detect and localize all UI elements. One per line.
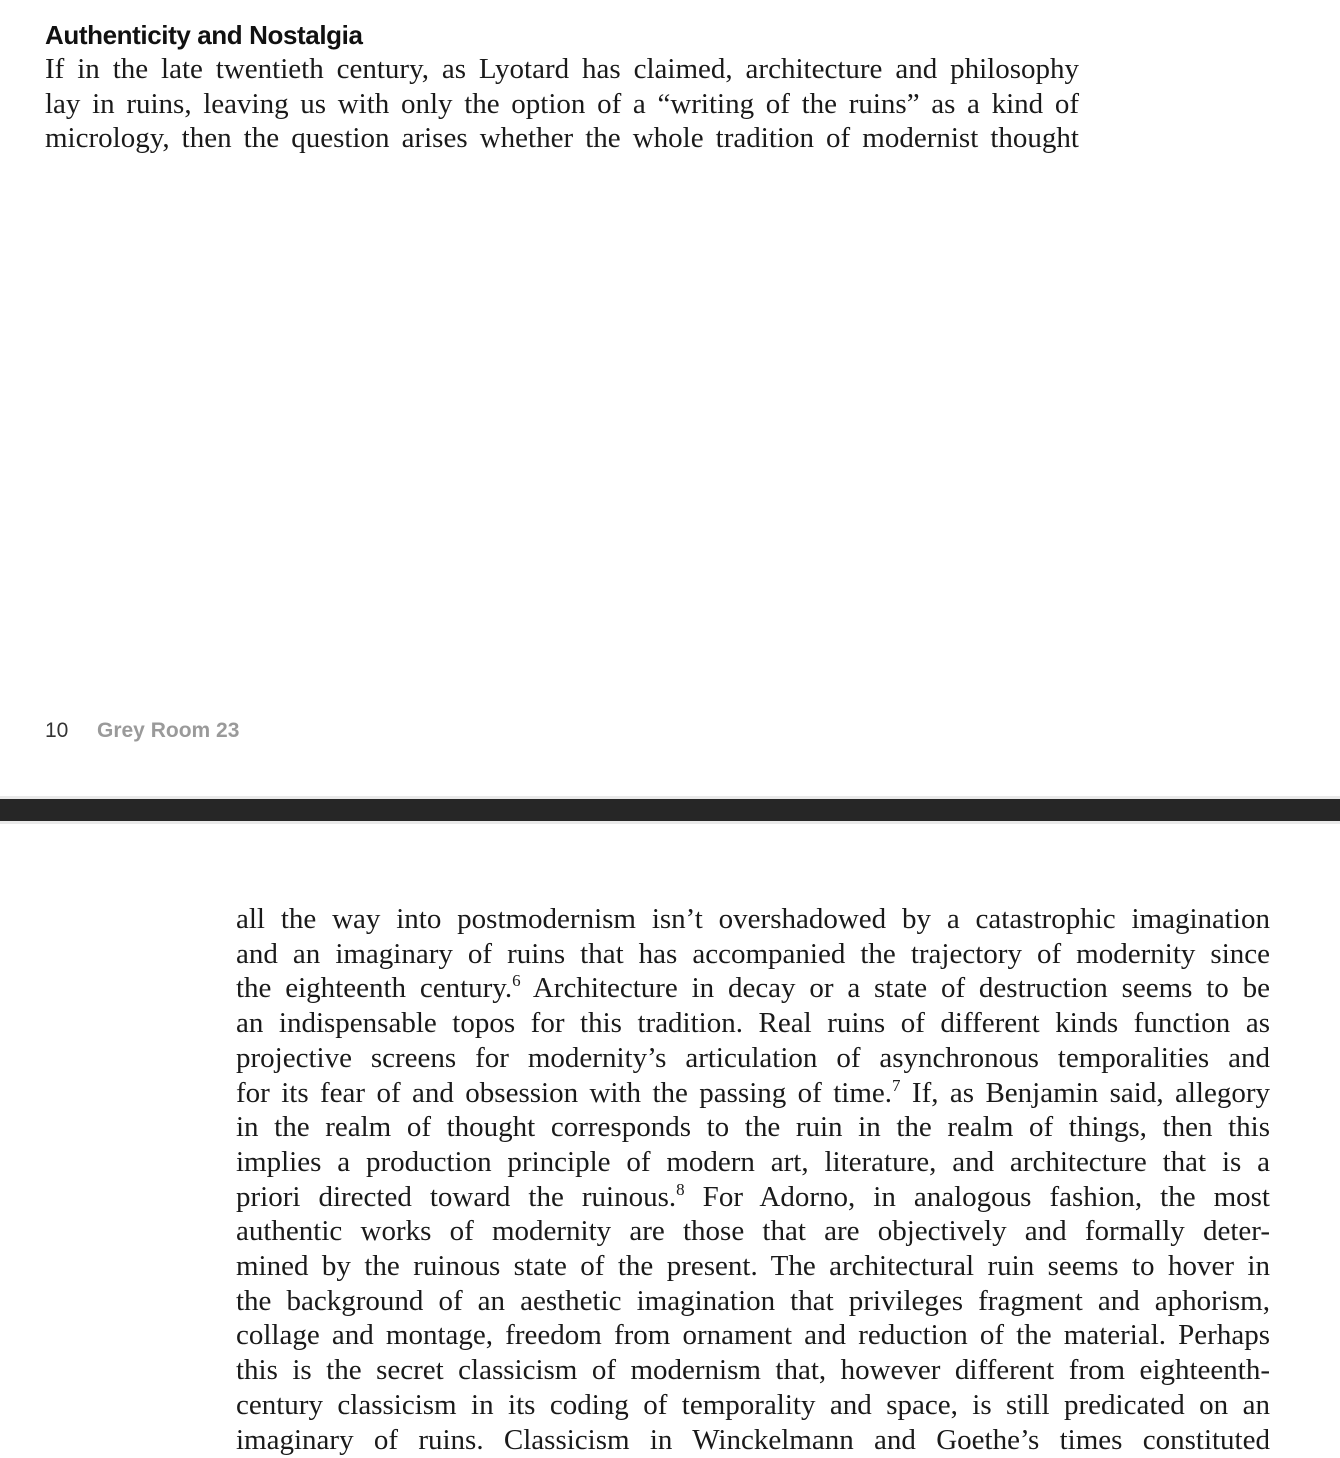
footnote-ref-7[interactable]: 7: [892, 1075, 901, 1095]
line-segment: priori directed toward the ruinous.: [236, 1180, 677, 1213]
footnote-ref-8[interactable]: 8: [676, 1179, 685, 1199]
text-line: [236, 1180, 1270, 1215]
journal-name: Grey Room 23: [97, 719, 240, 742]
line-segment: the eighteenth century.: [236, 972, 513, 1005]
text-line: imaginary of ruins. Classicism in Winckelmann and Goethe’s times constituted: [236, 1423, 1270, 1456]
body-paragraph-bottom: [236, 902, 1270, 1457]
page-footer: [45, 718, 239, 744]
body-paragraph-top: [45, 52, 1079, 156]
text-line: [236, 971, 1270, 1006]
text-line: mined by the ruinous state of the present. The architectural ruin seems to hover in: [236, 1250, 1270, 1283]
text-line: and an imaginary of ruins that has accompanied the trajectory of modernity since: [236, 937, 1270, 970]
line-segment: for its fear of and obsession with the passing of time.: [236, 1076, 893, 1109]
text-line: If in the late twentieth century, as Lyotard has claimed, architecture and philosophy: [45, 53, 1079, 85]
text-line: all the way into postmodernism isn’t overshadowed by a catastrophic imagination: [236, 903, 1270, 935]
line-segment: Architecture in decay or a state of destruction seems to be: [520, 972, 1270, 1005]
text-line: in the realm of thought corresponds to the ruin in the realm of things, then this: [236, 1111, 1270, 1144]
line-segment: If, as Benjamin said, allegory: [900, 1076, 1270, 1109]
page-divider: [0, 796, 1340, 824]
text-line: an indispensable topos for this tradition. Real ruins of different kinds function as: [236, 1007, 1270, 1040]
text-line: [236, 1076, 1270, 1111]
text-line: the background of an aesthetic imagination that privileges fragment and aphorism,: [236, 1284, 1270, 1317]
text-line: micrology, then the question arises whether the whole tradition of modernist thought: [45, 122, 1079, 155]
line-segment: For Adorno, in analogous fashion, the most: [684, 1180, 1270, 1213]
document-page-bottom: [0, 824, 1340, 1458]
text-line: implies a production principle of modern art, literature, and architecture that is a: [236, 1145, 1270, 1178]
text-line: century classicism in its coding of temporality and space, is still predicated on an: [236, 1388, 1270, 1421]
text-line: projective screens for modernity’s articulation of asynchronous temporalities and: [236, 1041, 1270, 1074]
page-gap-bar: [0, 799, 1340, 821]
text-line: lay in ruins, leaving us with only the option of a “writing of the ruins” as a kind of: [45, 87, 1079, 120]
text-line: authentic works of modernity are those that are objectively and formally deter-: [236, 1215, 1270, 1248]
section-heading: Authenticity and Nostalgia: [45, 20, 363, 50]
page-number: 10: [45, 719, 69, 742]
text-line: this is the secret classicism of modernism that, however different from eighteenth-: [236, 1354, 1270, 1387]
text-line: collage and montage, freedom from ornament and reduction of the material. Perhaps: [236, 1319, 1270, 1352]
footnote-ref-6[interactable]: 6: [512, 971, 521, 991]
